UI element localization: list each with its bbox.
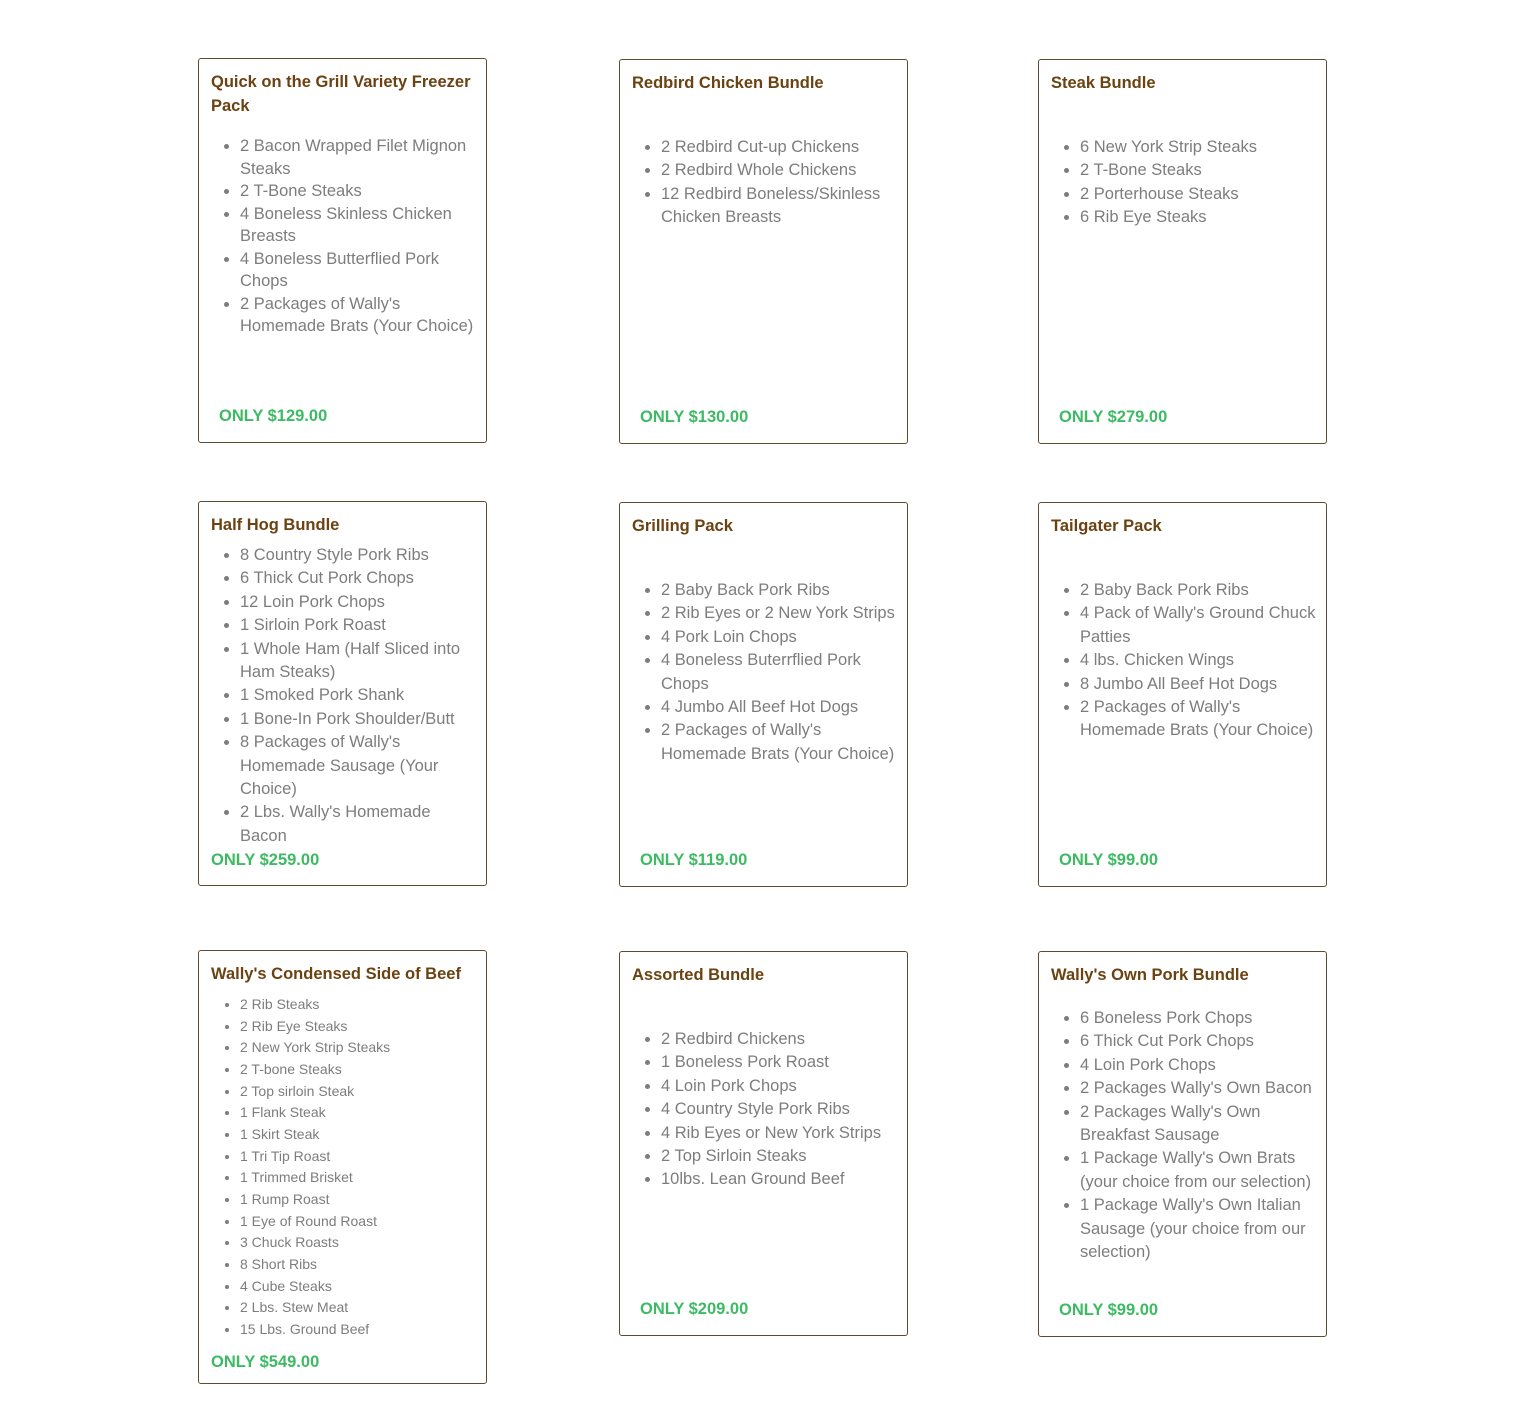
bundle-card-assorted [619,951,908,1336]
list-item: • 4 Loin Pork Chops [1080,1054,1320,1077]
bundle-title: Half Hog Bundle [211,516,340,534]
list-item: • 1 Package Wally's Own Italian Sausage (your choice from our selection) [1080,1194,1320,1264]
list-item: • 8 Packages of Wally's Homemade Sausage (Your Choice) [240,731,480,801]
list-item: • 6 Thick Cut Pork Chops [1080,1030,1320,1053]
list-item: • 2 Packages Wally's Own Bacon [1080,1077,1320,1100]
list-item: • 8 Country Style Pork Ribs [240,544,480,567]
list-item: • 1 Bone-In Pork Shoulder/Butt [240,708,480,731]
bundle-title: Grilling Pack [632,517,733,535]
bundle-card-steak [1038,59,1327,444]
bundle-card-wallys-own-pork [1038,951,1327,1337]
bundle-price: ONLY $129.00 [219,407,328,425]
list-item: • 1 Tri Tip Roast [240,1146,480,1168]
list-item: • 2 Bacon Wrapped Filet Mignon Steaks [240,135,480,180]
bundle-price: ONLY $259.00 [211,851,320,869]
list-item: • 2 Rib Steaks [240,994,480,1016]
bundle-card-condensed-side-of-beef [198,950,487,1384]
list-item: • 6 Thick Cut Pork Chops [240,567,480,590]
list-item: • 4 Pork Loin Chops [661,626,901,649]
bundle-price: ONLY $549.00 [211,1353,320,1371]
bundle-item-list [211,544,480,848]
list-item: • 1 Skirt Steak [240,1124,480,1146]
list-item: • 4 Loin Pork Chops [661,1075,901,1098]
list-item: • 4 Country Style Pork Ribs [661,1098,901,1121]
list-item: • 2 Redbird Cut-up Chickens [661,136,901,159]
bundle-title: Tailgater Pack [1051,517,1162,535]
bundle-card-redbird-chicken [619,59,908,444]
list-item: • 4 lbs. Chicken Wings [1080,649,1320,672]
list-item: • 4 Boneless Skinless Chicken Breasts [240,203,480,248]
bundle-card-half-hog [198,501,487,886]
bundle-title: Redbird Chicken Bundle [632,74,824,92]
list-item: • 15 Lbs. Ground Beef [240,1319,480,1341]
list-item: • 8 Jumbo All Beef Hot Dogs [1080,673,1320,696]
bundle-item-list [1051,1007,1320,1264]
list-item: • 6 Rib Eye Steaks [1080,206,1320,229]
list-item: • 12 Loin Pork Chops [240,591,480,614]
list-item: • 2 Rib Eyes or 2 New York Strips [661,602,901,625]
list-item: • 10lbs. Lean Ground Beef [661,1168,901,1191]
bundle-item-list [1051,579,1320,743]
list-item: • 1 Smoked Pork Shank [240,684,480,707]
bundle-price: ONLY $279.00 [1059,408,1168,426]
bundle-card-grilling-pack [619,502,908,887]
list-item: • 1 Boneless Pork Roast [661,1051,901,1074]
list-item: • 2 Redbird Chickens [661,1028,901,1051]
list-item: • 2 Baby Back Pork Ribs [1080,579,1320,602]
bundle-card-quick-on-the-grill [198,58,487,443]
list-item: • 8 Short Ribs [240,1254,480,1276]
list-item: • 1 Rump Roast [240,1189,480,1211]
list-item: • 4 Jumbo All Beef Hot Dogs [661,696,901,719]
list-item: • 2 Porterhouse Steaks [1080,183,1320,206]
list-item: • 2 Redbird Whole Chickens [661,159,901,182]
bundle-card-tailgater-pack [1038,502,1327,887]
bundle-title: Wally's Condensed Side of Beef [211,965,461,983]
list-item: • 2 T-Bone Steaks [1080,159,1320,182]
list-item: • 4 Boneless Buterrflied Pork Chops [661,649,901,696]
list-item: • 1 Package Wally's Own Brats (your choice from our selection) [1080,1147,1320,1194]
list-item: • 2 Lbs. Wally's Homemade Bacon [240,801,480,848]
list-item: • 12 Redbird Boneless/Skinless Chicken Breasts [661,183,901,230]
list-item: • 1 Flank Steak [240,1102,480,1124]
list-item: • 2 Baby Back Pork Ribs [661,579,901,602]
bundle-price: ONLY $130.00 [640,408,749,426]
list-item: • 2 Top sirloin Steak [240,1081,480,1103]
list-item: • 2 Rib Eye Steaks [240,1016,480,1038]
list-item: • 2 Packages of Wally's Homemade Brats (Your Choice) [240,293,480,338]
bundle-price: ONLY $209.00 [640,1300,749,1318]
bundle-title: Wally's Own Pork Bundle [1051,966,1249,984]
bundle-item-list [211,135,480,338]
list-item: • 2 Lbs. Stew Meat [240,1297,480,1319]
list-item: • 6 Boneless Pork Chops [1080,1007,1320,1030]
list-item: • 4 Cube Steaks [240,1276,480,1298]
list-item: • 2 New York Strip Steaks [240,1037,480,1059]
bundle-item-list [632,1028,901,1192]
bundle-item-list [632,136,901,230]
bundle-price: ONLY $99.00 [1059,851,1159,869]
bundle-title: Steak Bundle [1051,74,1156,92]
list-item: • 2 Top Sirloin Steaks [661,1145,901,1168]
list-item: • 1 Sirloin Pork Roast [240,614,480,637]
list-item: • 4 Pack of Wally's Ground Chuck Patties [1080,602,1320,649]
bundle-title: Assorted Bundle [632,966,765,984]
list-item: • 2 T-Bone Steaks [240,180,480,203]
list-item: • 2 Packages of Wally's Homemade Brats (Your Choice) [1080,696,1320,743]
list-item: • 1 Eye of Round Roast [240,1211,480,1233]
list-item: • 1 Whole Ham (Half Sliced into Ham Steaks) [240,638,480,685]
bundle-price: ONLY $99.00 [1059,1301,1159,1319]
list-item: • 2 Packages Wally's Own Breakfast Sausage [1080,1101,1320,1148]
list-item: • 3 Chuck Roasts [240,1232,480,1254]
list-item: • 2 Packages of Wally's Homemade Brats (Your Choice) [661,719,901,766]
list-item: • 2 T-bone Steaks [240,1059,480,1081]
list-item: • 6 New York Strip Steaks [1080,136,1320,159]
list-item: • 4 Rib Eyes or New York Strips [661,1122,901,1145]
list-item: • 1 Trimmed Brisket [240,1167,480,1189]
bundle-price: ONLY $119.00 [640,851,748,869]
bundle-title: Quick on the Grill Variety Freezer Pack [211,73,471,115]
bundle-item-list [211,994,480,1341]
bundle-item-list [632,579,901,766]
list-item: • 4 Boneless Butterflied Pork Chops [240,248,480,293]
bundle-item-list [1051,136,1320,230]
